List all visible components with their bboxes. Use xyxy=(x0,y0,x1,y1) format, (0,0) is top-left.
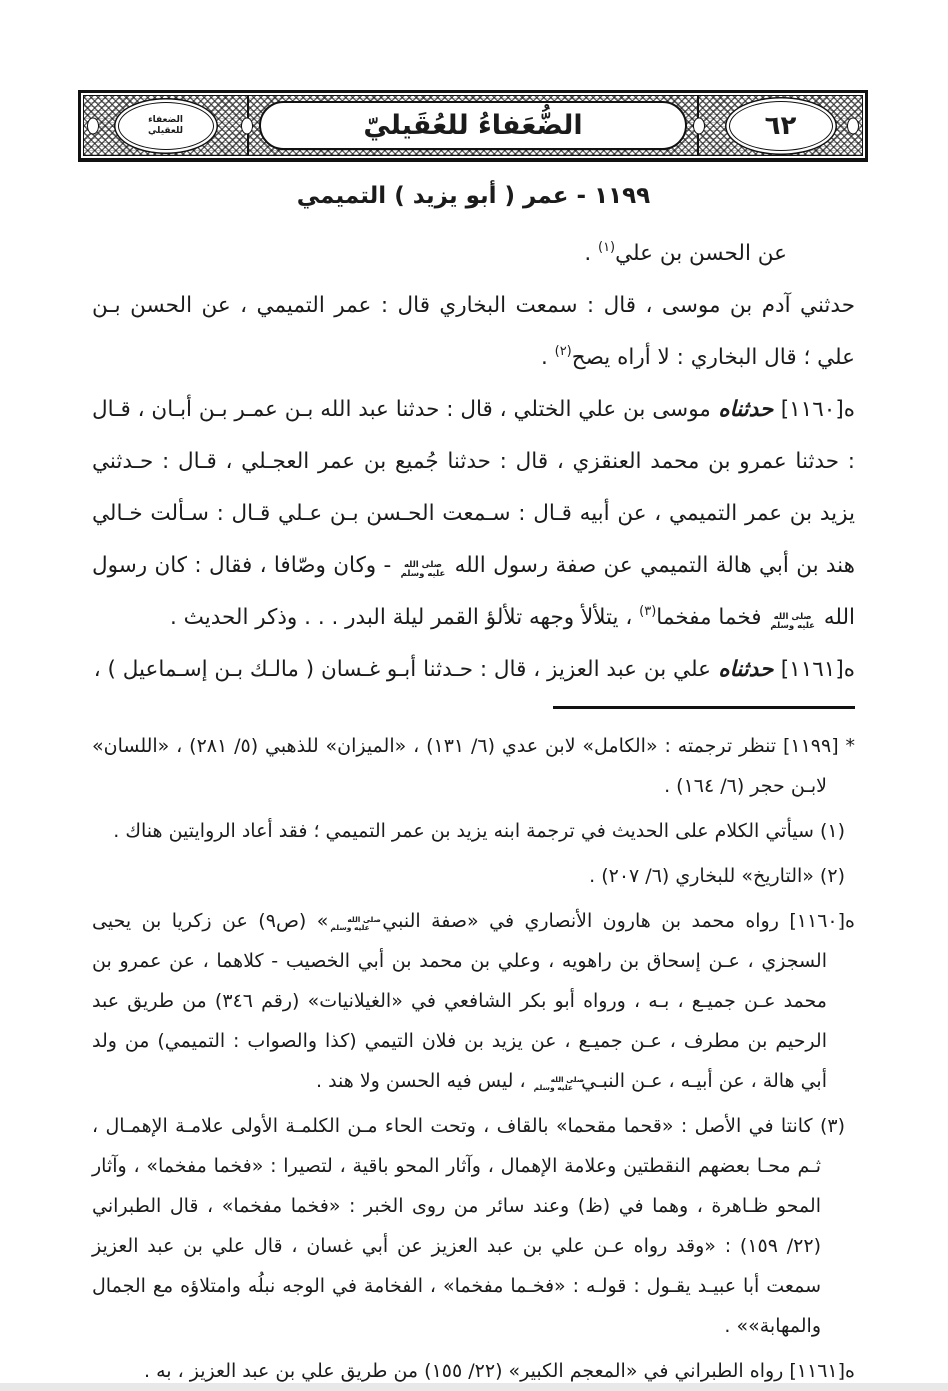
ornament-dot xyxy=(693,117,705,134)
hadith-text: علي بن عبد العزيز ، قال : حـدثنا أبـو غـسان ( مالـك بـن إسـماعيل ) ، xyxy=(93,657,711,682)
ornament-dot xyxy=(241,117,253,134)
header-band xyxy=(78,90,868,162)
honorific-line2: عليه وسلم xyxy=(770,621,815,631)
header-ornament-center xyxy=(249,96,697,155)
prophet-honorific-mark xyxy=(401,561,446,579)
book-title-medallion xyxy=(118,102,214,150)
footnote-1160 xyxy=(92,901,855,1101)
prophet-honorific-mark xyxy=(770,613,815,631)
paragraph-isnad-short xyxy=(92,228,855,280)
footnote-3: (٣) كانتا في الأصل : «قحما مقحما» بالقاف ، وتحت الحاء مـن الكلمـة الأولى علامـة الإهمـال ، ثـم محـا بعضهم النقطتين وعلامة الإهمال ، وآثار المحو باقية ، لتصيرا : «فخما مفخما» ، وآثار المحو ظـاهرة ، وهما في (ظ) وعند سائر من روى الخبر : «فخما مفخما» ، قال الطبراني (٢٢/ ١٥٩) : «وقد رواه عـن علي بن عبد العزيز عن أبي غسان ، قال علي بن عبد العزيز سمعت أبا عبيـد يقـول : قولـه : «فخـما مفخما» ، الفخامة في الوجه نبلُه وامتلاؤه مع الجمال والمهابة»» . xyxy=(92,1115,845,1337)
honorific-line1: صلى الله xyxy=(403,560,442,570)
ornament-dot xyxy=(87,117,99,134)
footnote-1161: ه[١١٦١] رواه الطبراني في «المعجم الكبير» (٢٢/ ١٥٥) من طريق علي بن عبد العزيز ، به . xyxy=(144,1360,855,1382)
paragraph-text: عن الحسن بن علي xyxy=(615,241,787,266)
paragraph-text: حدثني آدم بن موسى ، قال : سمعت البخاري قال : عمر التميمي ، عن الحسن بـن علي ؛ قال البخاري : لا أراه يصح xyxy=(92,293,855,370)
hadith-text: موسى بن علي الختلي ، قال : حدثنا عبد الله بـن عمـر بـن أبـان ، قـال : حدثنا عمرو بن محمد العنقزي ، قال : حدثنا جُميع بن عمر العجـلي ، قـال : حـدثني يزيد بن عمر التميمي ، عن أبيه قـال : سـمعت الحـسن بـن عـلي قـال : سـألت خـالي هند بن أبي هالة التميمي عن صفة رسول الله xyxy=(92,397,855,578)
footnote-ref-1: (١) xyxy=(597,240,616,255)
paragraph-tail: . xyxy=(540,345,555,370)
main-text xyxy=(92,176,855,704)
honorific-line1: صلى الله xyxy=(773,612,812,622)
narrated-word: حدثناه xyxy=(710,657,781,682)
paragraph-hadith-1160 xyxy=(92,384,855,644)
hadith-text: ، يتلألأ وجهه تلألؤ القمر ليلة البدر . . . وذكر الحديث . xyxy=(169,605,640,630)
footnote-separator xyxy=(553,706,855,709)
footnote-1: (١) سيأتي الكلام على الحديث في ترجمة ابنه يزيد بن عمر التميمي ؛ فقد أعاد الروايتين هناك . xyxy=(113,820,845,842)
footnote-ref-3: (٣) xyxy=(639,604,657,619)
hadith-number-1160: ه[١١٦٠] xyxy=(780,397,855,422)
hadith-text: - وكان وصّافا ، فقال : كان رسول الله xyxy=(92,553,855,630)
paragraph-hadith-1161 xyxy=(92,644,855,696)
header-ornament-right xyxy=(697,96,862,155)
book-title-cartouche xyxy=(259,101,687,150)
page-number: ٦٢ xyxy=(764,110,797,141)
hadith-text: فخما مفخما xyxy=(656,605,769,630)
medallion-title-line2: للعقيلي xyxy=(147,125,184,136)
honorific-line1: صلى الله xyxy=(347,915,381,924)
header-ornament-left xyxy=(84,96,249,155)
medallion-title-line1: الضعفاء xyxy=(148,114,183,125)
prophet-honorific-mark xyxy=(330,915,381,932)
entry-heading: ١١٩٩ - عمر ( أبو يزيد ) التميمي xyxy=(296,183,651,209)
footnotes xyxy=(92,726,855,1382)
page-number-oval xyxy=(729,101,833,151)
honorific-line2: عليه وسلم xyxy=(400,569,446,579)
footnote-entry-sources: * [١١٩٩] تنظر ترجمته : «الكامل» لابن عدي (٦/ ١٣١) ، «الميزان» للذهبي (٥/ ٢٨١) ، «اللسان» لابـن حجر (٦/ ١٦٤) . xyxy=(92,735,855,797)
footnote-text: ، ليس فيه الحسن ولا هند . xyxy=(315,1070,532,1092)
honorific-line2: عليه وسلم xyxy=(533,1083,574,1092)
footnote-ref-2: (٢) xyxy=(554,344,572,359)
honorific-line2: عليه وسلم xyxy=(330,923,370,932)
footnote-text: ه[١١٦٠] رواه محمد بن هارون الأنصاري في «صفة النبي xyxy=(371,910,855,932)
hadith-number-1161: ه[١١٦١] xyxy=(780,657,855,682)
paragraph-bukhari-quote xyxy=(92,280,855,384)
footnote-text: » (ص٩) عن زكريا بن يحيى السجزي ، عـن إسحاق بن راهويه ، وعلي بن محمد بن أبي الخصيب - كلاهما ، عن عمرو بن محمد عـن جميـع ، بـه ، ورواه أبو بكر الشافعي في «الغيلانيات» (رقم ٣٤٦) من طريق عبد الرحيم بن مطرف ، عـن جميـع ، عن يزيد بن فلان التيمي (كذا والصواب : التميمي) من ولد أبي هالة ، عن أبيـه ، عـن النبـي xyxy=(92,910,827,1092)
book-title: الضُّعَفاءُ للعُقَيليّ xyxy=(363,110,583,141)
ornament-dot xyxy=(847,117,859,134)
header-arabesque-pattern xyxy=(83,95,863,156)
paragraph-tail: . xyxy=(584,241,598,266)
narrated-word: حدثناه xyxy=(710,397,781,422)
footnote-2: (٢) «التاريخ» للبخاري (٦/ ٢٠٧) . xyxy=(589,865,845,887)
prophet-honorific-mark xyxy=(533,1075,585,1092)
honorific-line1: صلى الله xyxy=(550,1075,585,1084)
